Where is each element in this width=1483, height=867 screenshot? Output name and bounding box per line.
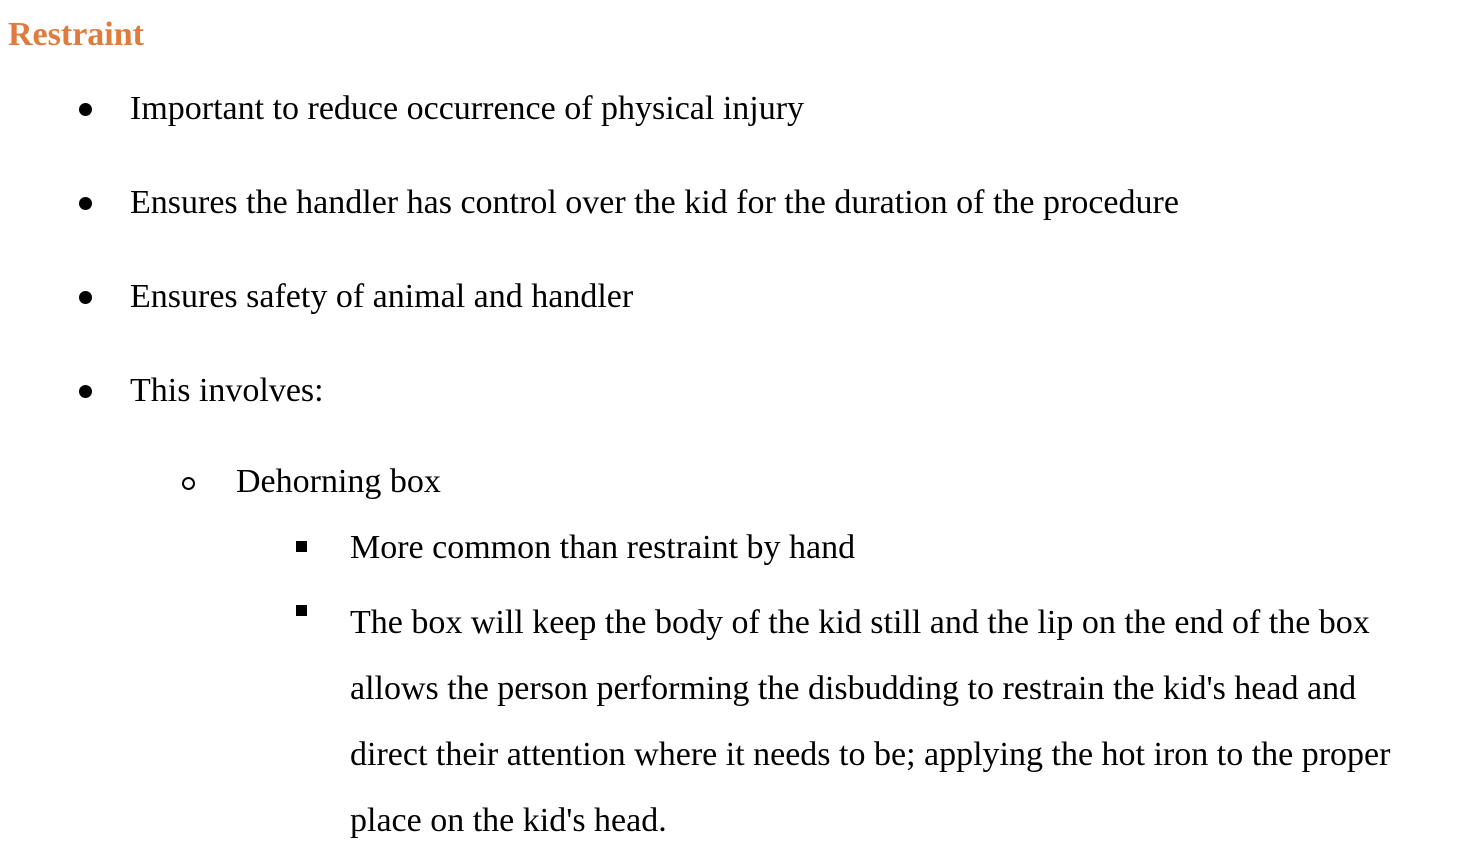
section-heading: Restraint bbox=[8, 16, 144, 53]
bullet-square-icon bbox=[296, 605, 307, 616]
list-item: Important to reduce occurrence of physical injury bbox=[130, 90, 805, 127]
bullet-disc-icon bbox=[79, 385, 92, 398]
list-item: Ensures the handler has control over the kid for the duration of the procedure bbox=[130, 184, 1179, 221]
bullet-disc-icon bbox=[79, 291, 92, 304]
sub-sub-list-item: The box will keep the body of the kid still and the lip on the end of the box allows the person performing the disbudding to restrain the kid's head and direct their attention where it needs to be; applying the hot iron to the proper place on the kid's head. bbox=[350, 604, 1391, 839]
sub-sub-list-item: More common than restraint by hand bbox=[350, 529, 856, 566]
list-item: This involves: bbox=[130, 372, 324, 409]
list-item: Ensures safety of animal and handler bbox=[130, 278, 634, 315]
bullet-square-icon bbox=[296, 541, 307, 552]
bullet-disc-icon bbox=[79, 103, 92, 116]
bullet-disc-icon bbox=[79, 197, 92, 210]
sub-list-item: Dehorning box bbox=[236, 463, 441, 500]
bullet-circle-icon bbox=[182, 477, 195, 490]
